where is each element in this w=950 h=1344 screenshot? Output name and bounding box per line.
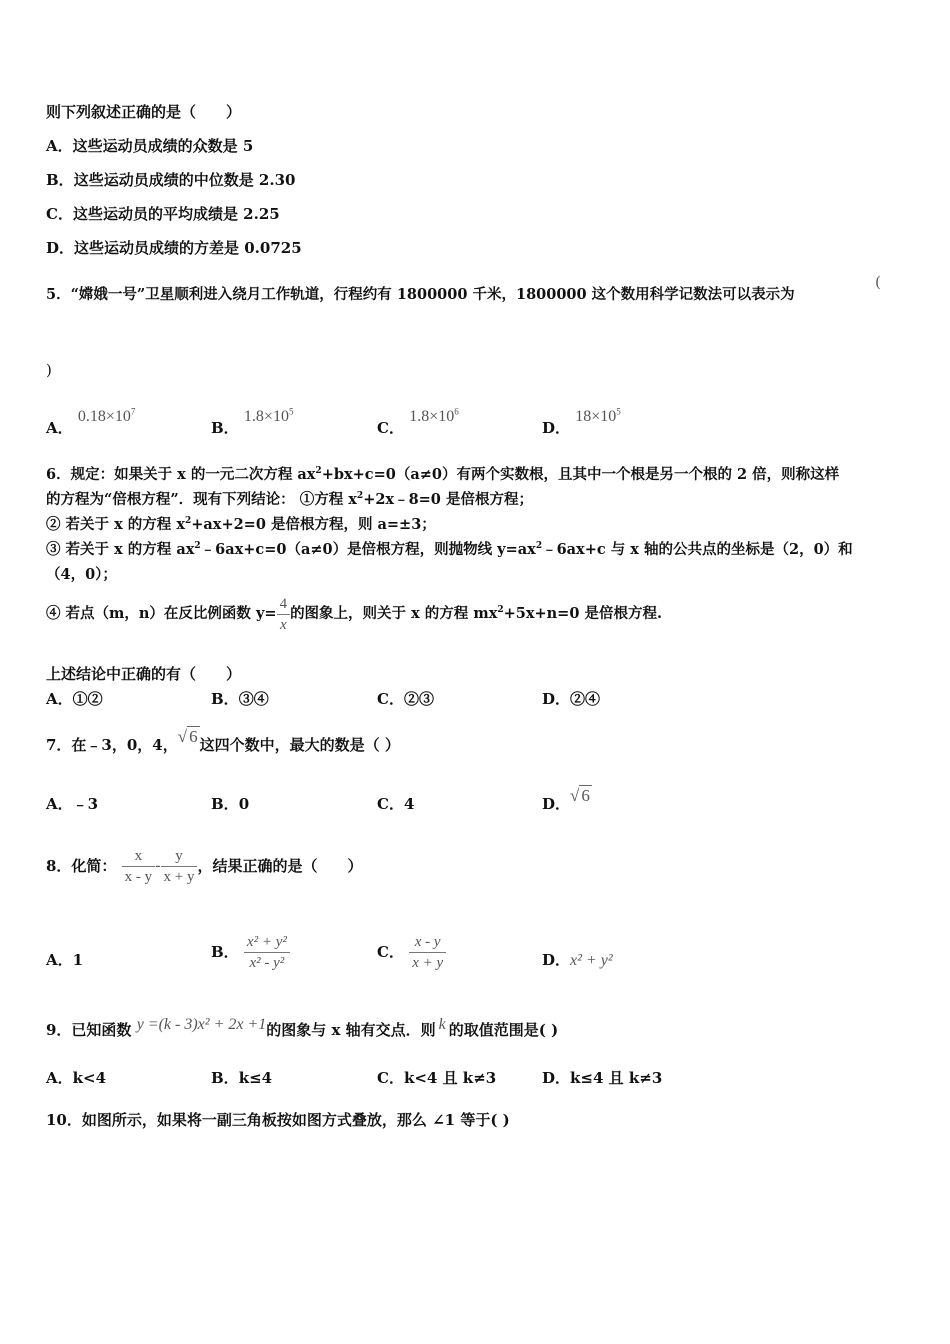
q8-fraction-2: $\frac{y}{x + y}$ <box>161 847 198 886</box>
q5-option-c: C． $1.8\times 10^6$ <box>377 406 459 437</box>
q6-option-a: A．①② <box>46 690 103 708</box>
q6-option-c: C．②③ <box>377 690 434 708</box>
q9-option-a: A．k<4 <box>46 1069 107 1087</box>
q4-option-d: D．这些运动员成绩的方差是 0.0725 <box>46 239 302 257</box>
q6-question: 上述结论中正确的有（ ） <box>46 665 242 683</box>
q8-fraction-1: $\frac{x}{x - y}$ <box>122 847 156 886</box>
q4-stem-tail: 则下列叙述正确的是（ ） <box>46 103 242 121</box>
q7-option-d: D．√ 6 <box>542 786 590 813</box>
q7-option-a: A．﹣3 <box>46 795 99 813</box>
q6-fraction: $\frac{4}{x}$ <box>277 595 291 634</box>
q9-formula: y =(k - 3)x² + 2x +1 <box>136 1016 267 1033</box>
q10-stem: 10．如图所示，如果将一副三角板按如图方式叠放，那么 ∠1 等于( ) <box>46 1111 510 1129</box>
q4-option-a: A．这些运动员成绩的众数是 5 <box>46 137 254 155</box>
q6-line-1: 6．规定：如果关于 x 的一元二次方程 $ax^2+bx+c=0(a\ne 0)$有两个实数根，且其中一个根是另一个根的 2 倍，则称这样 <box>46 466 840 483</box>
q7-stem: 7．在﹣3，0，4，√ 6 这四个数中，最大的数是（ ） <box>46 727 400 754</box>
sqrt6: √ 6 <box>177 727 198 746</box>
q5-option-d: D． $18\times 10^5$ <box>542 406 621 437</box>
q6-option-b: B．③④ <box>211 690 269 708</box>
q6-conclusion-3: ③ 若关于 x 的方程 $ax^2﹣6ax+c=0(a\ne 0)$是倍根方程，则抛物线 $y=ax^2﹣6ax+c$ 与 x 轴的公共点的坐标是（2，0）和 <box>46 541 853 558</box>
q7-option-c: C．4 <box>377 795 415 813</box>
q9-option-b: B．k≤4 <box>211 1069 273 1087</box>
q5-option-b: B． $1.8\times 10^5$ <box>211 406 294 437</box>
q4-option-b: B．这些运动员成绩的中位数是 2.30 <box>46 171 296 189</box>
q6-line-5: （4，0）； <box>46 566 117 583</box>
q5-close-paren: ) <box>46 361 52 379</box>
q9-option-c: C．k<4 且 k≠3 <box>377 1069 497 1087</box>
q8-option-b: B． $\frac{\text{x² + y²}}{\text{x² - y²}}$ <box>211 928 290 975</box>
q5-option-a: A． $0.18\times 10^7$ <box>46 406 136 437</box>
q7-option-b: B．0 <box>211 795 250 813</box>
q6-option-d: D．②④ <box>542 690 601 708</box>
q6-conclusion-2: ② 若关于 x 的方程 $x^2+ax+2=0$ 是倍根方程，则 a=±3； <box>46 516 436 533</box>
q9-stem: 9．已知函数 y =(k - 3)x² + 2x +1的图象与 x 轴有交点．则 k 的取值范围是( ) <box>46 1016 559 1039</box>
q5-stem: 5．“嫦娥一号”卫星顺利进入绕月工作轨道，行程约有 1800000 千米，1800000 这个数用科学记数法可以表示为 <box>46 286 795 303</box>
q5-open-paren: ( <box>875 273 881 291</box>
q9-option-d: D．k≤4 且 k≠3 <box>542 1069 663 1087</box>
q8-option-c: C． $\frac{x - y}{x + y}$ <box>377 928 446 975</box>
q8-option-d: D．x² + y² <box>542 951 613 969</box>
q6-line-2: 的方程为“倍根方程”．现有下列结论： ①方程 $x^2+2x﹣8=0$ 是倍根方程； <box>46 491 533 508</box>
q8-stem: 8．化简： $\frac{x}{x - y}$ - $\frac{y}{x + y}$ ，结果正确的是（ ） <box>46 847 363 885</box>
q8-option-a: A．1 <box>46 951 84 969</box>
q6-conclusion-4: ④ 若点（m，n）在反比例函数 y= $\frac{4}{x}$ 的图象上，则关于 x 的方程 $mx^2+5x+n=0$ 是倍根方程. <box>46 595 663 633</box>
q4-option-c: C．这些运动员的平均成绩是 2.25 <box>46 205 280 223</box>
